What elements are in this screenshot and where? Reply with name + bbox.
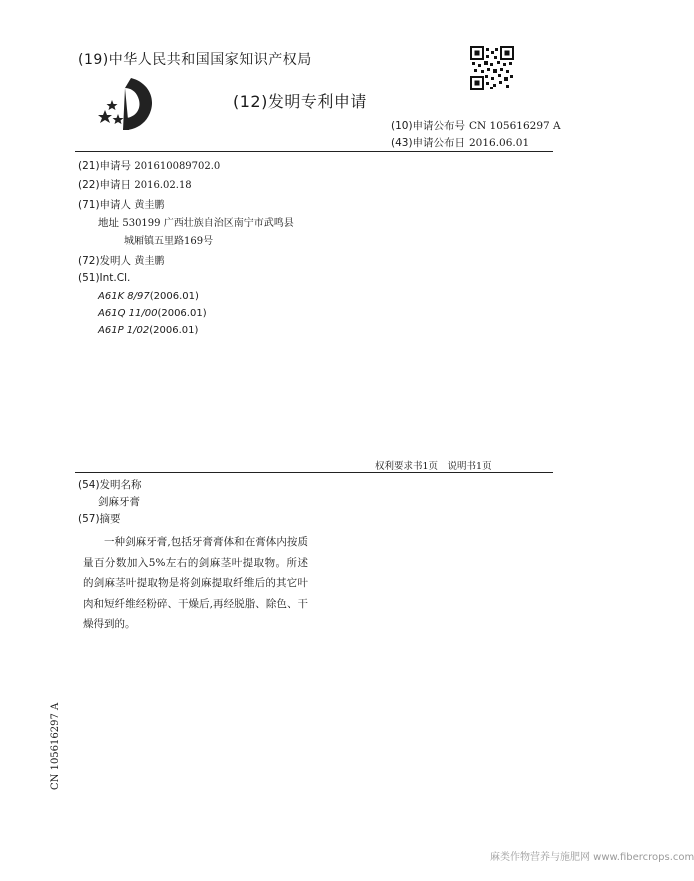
applicant-label: (71)申请人 xyxy=(78,199,132,211)
watermark: 麻类作物营养与施肥网 www.fibercrops.com xyxy=(490,852,694,863)
ipc-version: (2006.01) xyxy=(149,325,199,336)
application-number-label: (21)申请号 xyxy=(78,160,132,172)
invention-title: 剑麻牙膏 xyxy=(98,496,140,508)
inventor: 黄圭鹏 xyxy=(134,256,165,267)
header-divider xyxy=(75,151,553,152)
ipc-entry xyxy=(98,291,199,302)
inventor-label: (72)发明人 xyxy=(78,255,132,267)
document-type: (12)发明专利申请 xyxy=(233,92,367,111)
publication-number-label: (10)申请公布号 xyxy=(391,120,466,132)
filing-date: 2016.02.18 xyxy=(134,180,192,191)
address-line-1: 530199 广西壮族自治区南宁市武鸣县 xyxy=(122,218,294,229)
publication-number-row xyxy=(391,118,561,133)
address-line-2: 城厢镇五里路169号 xyxy=(124,236,214,247)
office-name: (19)中华人民共和国国家知识产权局 xyxy=(78,52,312,68)
page-count-info: 权利要求书1页 说明书1页 xyxy=(375,461,492,472)
publication-date-label: (43)申请公布日 xyxy=(391,137,466,149)
filing-date-row xyxy=(78,177,192,192)
ipc-version: (2006.01) xyxy=(157,308,207,319)
ipc-version: (2006.01) xyxy=(149,291,199,302)
ipc-entry xyxy=(98,308,207,319)
ipc-code: A61K 8/97 xyxy=(98,291,150,302)
applicant-row xyxy=(78,196,164,212)
ipc-label: (51)Int.Cl. xyxy=(78,272,131,284)
qr-code-icon xyxy=(470,46,514,90)
invention-title-label: (54)发明名称 xyxy=(78,479,142,491)
abstract-text: 一种剑麻牙膏,包括牙膏膏体和在膏体内按质量百分数加入5%左右的剑麻茎叶提取物。所述的剑麻茎叶提取物是将剑麻提取纤维后的其它叶肉和短纤维经粉碎、干燥后,再经脱脂、除色、干燥得到的。 xyxy=(83,536,308,630)
side-publication-number xyxy=(40,700,70,790)
publication-date-row xyxy=(391,135,529,150)
filing-date-label: (22)申请日 xyxy=(78,179,132,191)
cnipa-emblem-icon xyxy=(95,74,157,134)
inventor-row xyxy=(78,252,164,268)
publication-date: 2016.06.01 xyxy=(469,137,530,149)
side-publication-number-text: CN 105616297 A xyxy=(50,702,61,790)
ipc-code: A61Q 11/00 xyxy=(98,308,158,319)
ipc-entry xyxy=(98,325,198,336)
address-line-2-row xyxy=(124,232,213,247)
application-number: 201610089702.0 xyxy=(134,161,221,172)
address-label: 地址 xyxy=(98,217,119,229)
abstract-label: (57)摘要 xyxy=(78,513,121,525)
applicant: 黄圭鹏 xyxy=(134,200,165,211)
publication-number: CN 105616297 A xyxy=(469,120,561,132)
application-number-row xyxy=(78,158,220,173)
address-row xyxy=(98,214,294,230)
middle-divider xyxy=(75,472,553,473)
ipc-code: A61P 1/02 xyxy=(98,325,150,336)
